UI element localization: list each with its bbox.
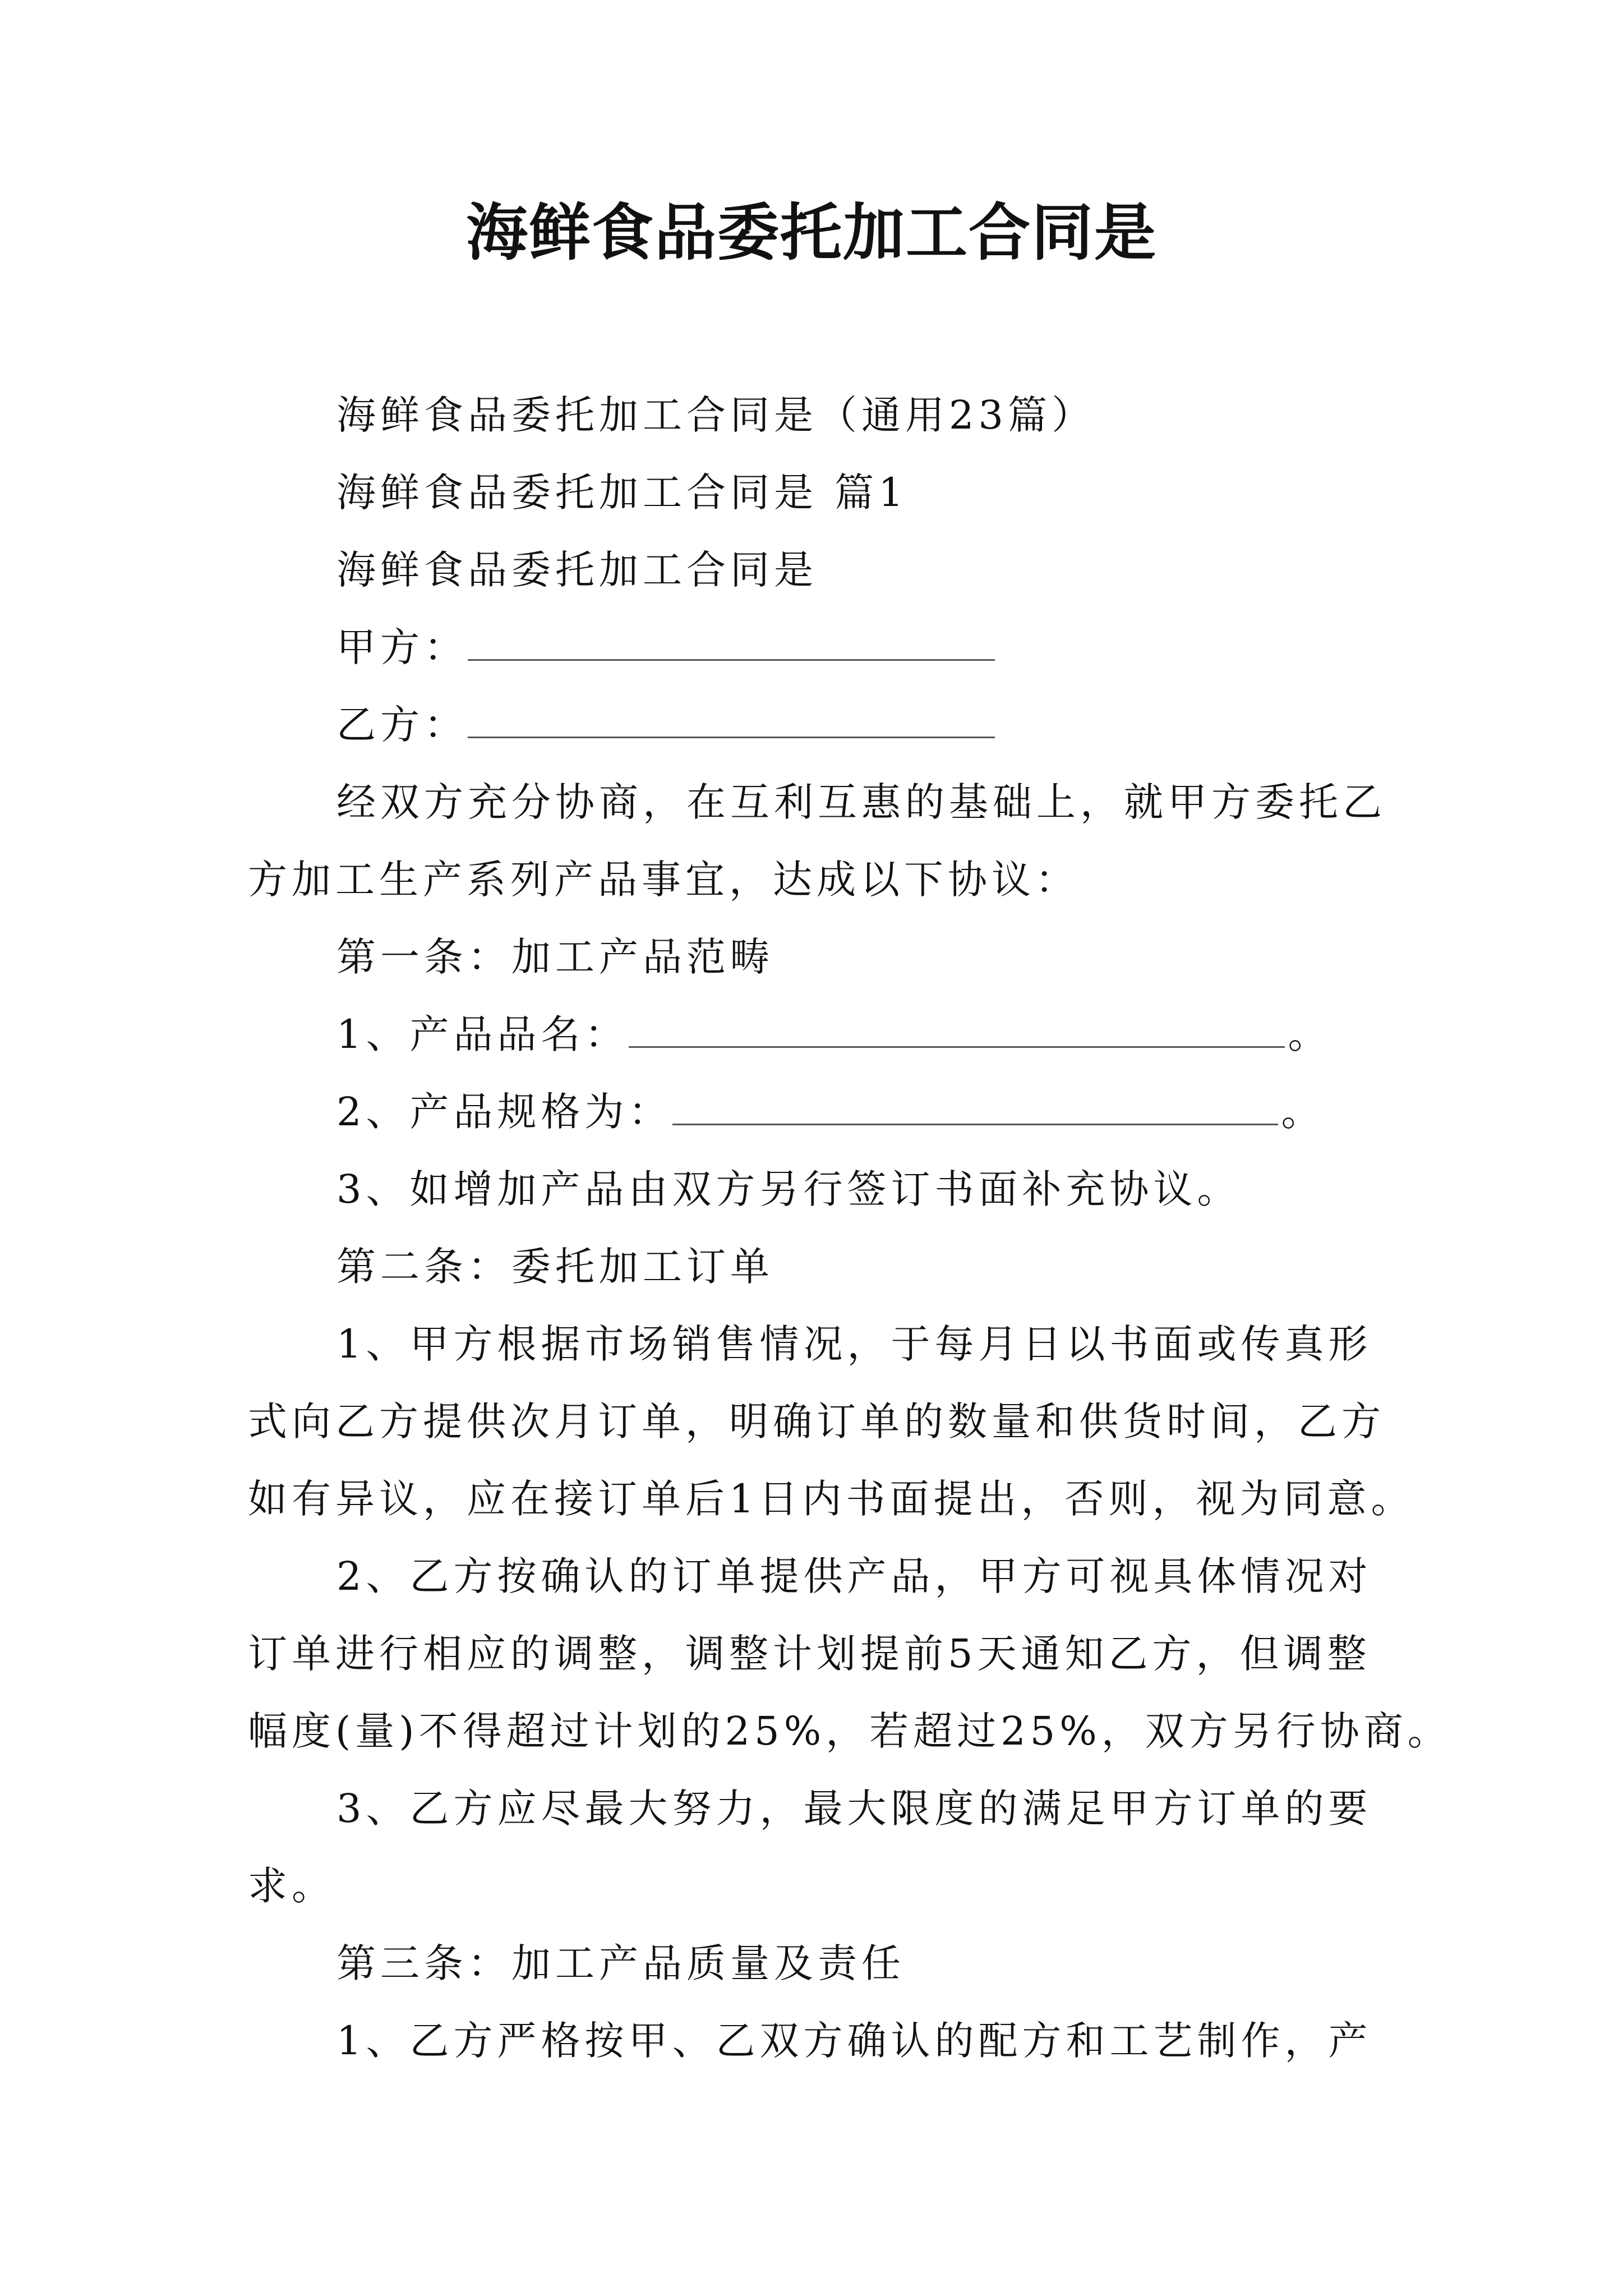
document-title: 海鲜食品委托加工合同是 [466, 196, 1157, 269]
article-heading: 第二条：委托加工订单 [336, 1244, 774, 1290]
party-a-line [336, 619, 998, 675]
paragraph-line: 3、如增加产品由双方另行签订书面补充协议。 [336, 1166, 1241, 1212]
section-heading-line: 海鲜食品委托加工合同是 篇1 [336, 470, 908, 516]
party-b-line [336, 697, 998, 753]
party-b-blank [468, 697, 995, 738]
product-name-line [336, 1006, 1332, 1062]
subtitle-line: 海鲜食品委托加工合同是（通用23篇） [336, 392, 1096, 438]
paragraph-line: 求。 [248, 1863, 335, 1909]
party-b-label: 乙方： [336, 702, 468, 748]
product-name-period: 。 [1288, 1011, 1332, 1057]
paragraph-line: 如有异议，应在接订单后1日内书面提出，否则，视为同意。 [248, 1476, 1415, 1522]
paragraph-line: 3、乙方应尽最大努力，最大限度的满足甲方订单的要 [336, 1786, 1372, 1832]
paragraph-line: 幅度(量)不得超过计划的25%，若超过25%，双方另行协商。 [248, 1708, 1451, 1754]
article-heading: 第一条：加工产品范畴 [336, 934, 774, 980]
product-spec-label: 2、产品规格为： [336, 1089, 672, 1135]
product-name-blank [629, 1007, 1285, 1048]
contract-name-line: 海鲜食品委托加工合同是 [336, 547, 818, 593]
paragraph-line: 经双方充分协商，在互利互惠的基础上，就甲方委托乙 [336, 779, 1386, 825]
paragraph-line: 2、乙方按确认的订单提供产品，甲方可视具体情况对 [336, 1553, 1372, 1599]
paragraph-line: 式向乙方提供次月订单，明确订单的数量和供货时间，乙方 [248, 1398, 1385, 1444]
article-heading: 第三条：加工产品质量及责任 [336, 1940, 905, 1986]
paragraph-line: 1、甲方根据市场销售情况，于每月日以书面或传真形 [336, 1321, 1372, 1367]
paragraph-line: 方加工生产系列产品事宜，达成以下协议： [248, 857, 1079, 903]
product-name-label: 1、产品品名： [336, 1011, 629, 1057]
paragraph-line: 1、乙方严格按甲、乙双方确认的配方和工艺制作，产 [336, 2018, 1372, 2064]
product-spec-line [336, 1084, 1325, 1140]
product-spec-blank [672, 1084, 1278, 1125]
paragraph-line: 订单进行相应的调整，调整计划提前5天通知乙方，但调整 [248, 1631, 1371, 1677]
product-spec-period: 。 [1281, 1089, 1325, 1135]
party-a-blank [468, 620, 995, 661]
party-a-label: 甲方： [336, 624, 468, 670]
